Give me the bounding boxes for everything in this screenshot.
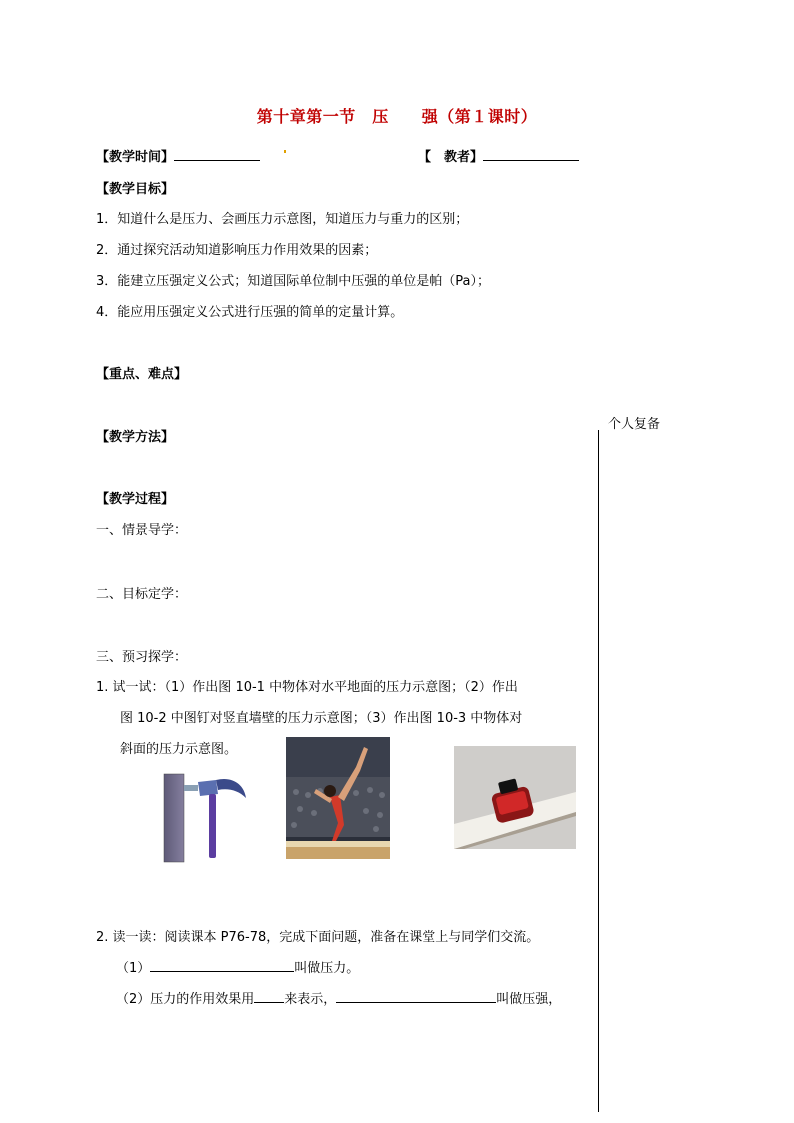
gymnast-head [324, 785, 336, 797]
decor-dot [284, 150, 286, 153]
try-line-1: 1. 试一试：（1）作出图 10-1 中物体对水平地面的压力示意图；（2）作出 [96, 680, 518, 695]
q2-part-b: 来表示， [284, 992, 337, 1007]
hammer-handle-shape [209, 794, 216, 858]
process-heading: 【教学过程】 [96, 492, 175, 507]
gymnast-photo-illustration [286, 737, 390, 859]
hammer-nail-illustration [160, 768, 260, 864]
q1-prefix: （1） [116, 961, 151, 976]
objective-item-4: 4．能应用压强定义公式进行压强的简单的定量计算。 [96, 305, 404, 320]
try-line-3: 斜面的压力示意图。 [120, 742, 238, 757]
section-preview: 三、预习探学： [96, 650, 188, 665]
q1-suffix: 叫做压力。 [294, 961, 360, 976]
q2-part-c: 叫做压强， [496, 992, 562, 1007]
objective-item-3: 3．能建立压强定义公式；知道国际单位制中压强的单位是帕（Pa）； [96, 274, 490, 289]
margin-rule [598, 430, 599, 1112]
figure-incline-photo [454, 746, 576, 849]
incline-photo-illustration [454, 746, 576, 849]
objective-item-2: 2．通过探究活动知道影响压力作用效果的因素； [96, 243, 378, 258]
figure-hammer-nail [160, 768, 260, 864]
figure-gymnast-photo [286, 737, 390, 859]
nail-shape [184, 785, 198, 791]
page-title: 第十章第一节 压 强（第１课时） [256, 107, 538, 126]
side-note-label: 个人复备 [608, 417, 661, 432]
q2-blank-2[interactable] [336, 1002, 496, 1003]
keypoints-heading: 【重点、难点】 [96, 367, 188, 382]
teacher-row [418, 146, 579, 165]
teaching-time-label: 【教学时间】 [96, 150, 175, 165]
q2-part-a: （2）压力的作用效果用 [116, 992, 255, 1007]
q2-blank-1[interactable] [254, 1002, 284, 1003]
hammer-claw-shape [216, 779, 246, 798]
hammer-head-shape [198, 780, 218, 796]
section-intro: 一、情景导学： [96, 523, 188, 538]
q1-blank[interactable] [150, 971, 294, 972]
block-shape [164, 774, 184, 862]
methods-heading: 【教学方法】 [96, 430, 175, 445]
teaching-time-blank[interactable] [174, 160, 260, 161]
objectives-heading: 【教学目标】 [96, 182, 175, 197]
teacher-label: 【 教者】 [418, 150, 484, 165]
teacher-blank[interactable] [483, 160, 579, 161]
objective-item-1: 1．知道什么是压力、会画压力示意图，知道压力与重力的区别； [96, 212, 469, 227]
try-line-2: 图 10-2 中图钉对竖直墙壁的压力示意图；（3）作出图 10-3 中物体对 [120, 711, 523, 726]
read-instruction: 2. 读一读：阅读课本 P76-78，完成下面问题，准备在课堂上与同学们交流。 [96, 930, 540, 945]
teaching-time-row [96, 146, 260, 165]
question-1 [116, 957, 359, 976]
section-goals: 二、目标定学： [96, 587, 188, 602]
question-2 [116, 988, 561, 1007]
